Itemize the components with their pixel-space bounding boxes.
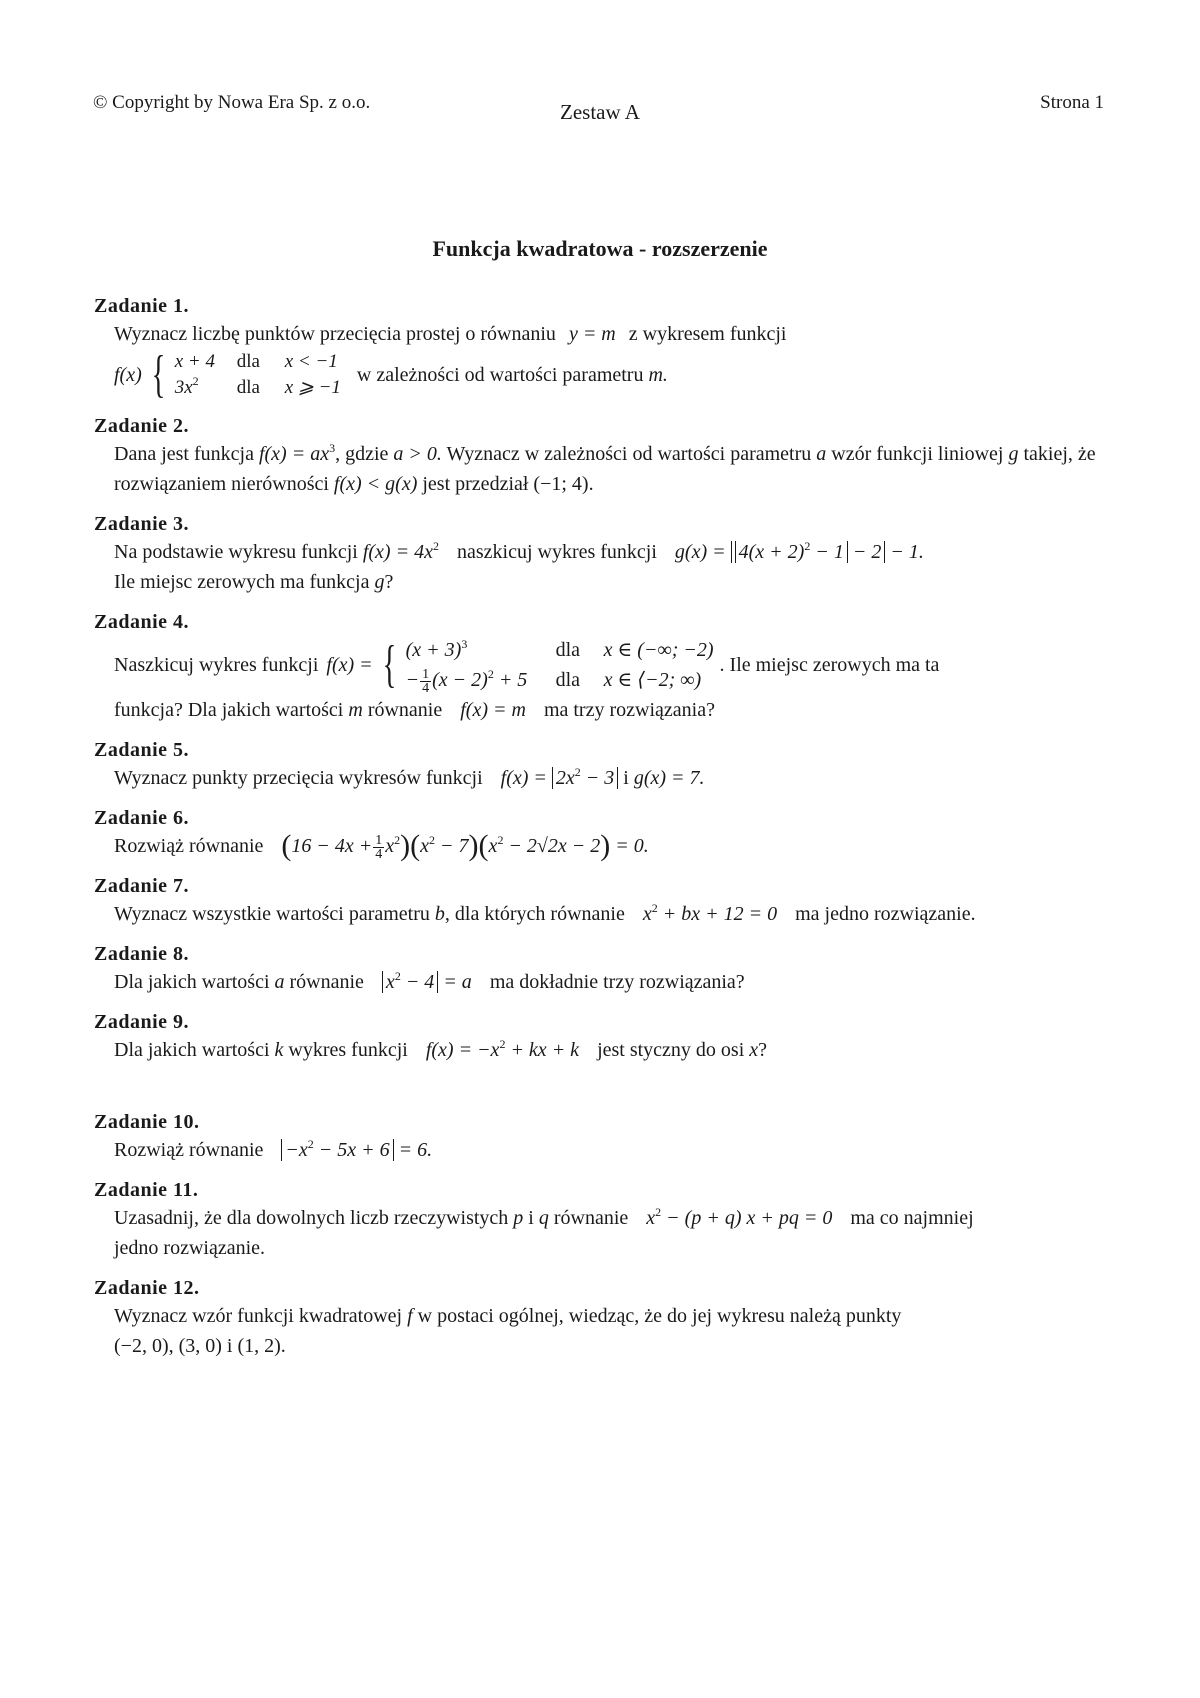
math: −x: [285, 1139, 308, 1161]
exponent: 3: [329, 441, 336, 455]
exponent: 3: [461, 637, 468, 651]
task-body: [114, 439, 1114, 499]
task-4: [94, 609, 1114, 725]
math: x: [749, 1039, 759, 1061]
set-name: Zestaw A: [560, 100, 640, 124]
text: , dla których równanie: [444, 903, 625, 925]
abs-value: [382, 971, 438, 993]
math: − (p + q) x + pq = 0: [661, 1207, 833, 1229]
text: w zależności od wartości parametru: [356, 364, 644, 386]
task-body: [114, 537, 1114, 597]
task-heading: Zadanie 3.: [94, 513, 190, 535]
text: w postaci ogólnej, wiedząc, że do jej wykresu należą punkty: [417, 1305, 902, 1327]
math: g: [1008, 443, 1019, 465]
exponent: 2: [804, 539, 811, 553]
text: Wyznacz wzór funkcji kwadratowej: [114, 1305, 403, 1327]
math: f(x) = m: [460, 699, 526, 721]
math: x ∈ ⟨−2; ∞): [603, 669, 702, 691]
text: funkcja? Dla jakich wartości: [114, 699, 344, 721]
task-body: [114, 899, 1114, 929]
task-body: [114, 763, 1114, 793]
task-10: [94, 1109, 1114, 1165]
paren-open: (: [410, 829, 421, 862]
math: f(x) = 4x: [362, 541, 433, 563]
exponent: 2: [429, 833, 436, 847]
brace-symbol: {: [382, 636, 396, 693]
task-list: [94, 293, 1114, 1373]
exponent: 2: [499, 1037, 506, 1051]
math: − 1.: [885, 541, 924, 563]
math: f(x) =: [326, 654, 373, 676]
exponent: 2: [307, 1137, 314, 1151]
text: ma jedno rozwiązanie.: [795, 903, 976, 925]
text: jedno rozwiązanie.: [114, 1237, 266, 1259]
text: ?: [758, 1039, 768, 1061]
text: Wyznacz punkty przecięcia wykresów funkcji: [114, 767, 483, 789]
text: (−2, 0), (3, 0) i (1, 2).: [114, 1335, 286, 1357]
math: − 5x + 6: [313, 1139, 390, 1161]
task-body: [114, 1203, 1114, 1263]
abs-outer: [731, 541, 886, 563]
task-body: [114, 635, 1114, 725]
math: + kx + k: [505, 1039, 580, 1061]
task-heading: Zadanie 4.: [94, 611, 190, 633]
text: wzór funkcji liniowej: [831, 443, 1004, 465]
text: ma co najmniej: [850, 1207, 974, 1229]
task-heading: Zadanie 12.: [94, 1277, 200, 1299]
text: ma trzy rozwiązania?: [543, 699, 715, 721]
task-8: [94, 941, 1114, 997]
math: x: [642, 903, 652, 925]
abs-inner: [735, 541, 848, 563]
text: Ile miejsc zerowych ma funkcja: [114, 571, 370, 593]
math: f(x) < g(x): [333, 473, 418, 495]
math: a: [816, 443, 827, 465]
task-1: [94, 293, 1114, 401]
math: + bx + 12 = 0: [657, 903, 778, 925]
math: f(x) =: [500, 767, 547, 789]
abs-value: [552, 767, 618, 789]
task-heading: Zadanie 2.: [94, 415, 190, 437]
math: −: [405, 669, 420, 691]
math: 2x: [555, 767, 575, 789]
paren-close: ): [600, 829, 611, 862]
text: Na podstawie wykresu funkcji: [114, 541, 358, 563]
task-heading: Zadanie 5.: [94, 739, 190, 761]
task-heading: Zadanie 9.: [94, 1011, 190, 1033]
math: k: [274, 1039, 284, 1061]
math: q: [538, 1207, 549, 1229]
text: z wykresem funkcji: [628, 323, 787, 345]
text: , gdzie: [335, 443, 389, 465]
fraction: [420, 668, 431, 695]
task-body: [114, 1301, 1114, 1361]
text: Rozwiąż równanie: [114, 1139, 264, 1161]
page-title: Funkcja kwadratowa - rozszerzenie: [432, 236, 768, 261]
piecewise-function: [114, 635, 939, 695]
task-heading: Zadanie 1.: [94, 295, 190, 317]
text: dla: [555, 639, 581, 661]
task-7: [94, 873, 1114, 929]
paren-close: ): [468, 829, 479, 862]
math: y = m: [568, 323, 616, 345]
math: p: [513, 1207, 524, 1229]
brace-symbol: {: [151, 346, 166, 403]
task-6: [94, 805, 1114, 861]
text: i: [528, 1207, 534, 1229]
math: − 1: [810, 541, 844, 563]
math: − 3: [580, 767, 615, 789]
abs-value: [281, 1139, 393, 1161]
task-body: [114, 831, 1114, 861]
task-body: [114, 967, 1114, 997]
task-5: [94, 737, 1114, 793]
page-number: Strona 1: [1040, 92, 1104, 113]
math: g(x) =: [674, 541, 726, 563]
math: (x + 3): [405, 639, 462, 661]
exponent: 2: [394, 969, 401, 983]
math: f(x) = ax: [258, 443, 330, 465]
text: . Ile miejsc zerowych ma ta: [719, 654, 940, 676]
text: równanie: [289, 971, 364, 993]
text: jest przedział (−1; 4).: [422, 473, 594, 495]
numerator: 1: [422, 666, 430, 682]
math: g(x) = 7.: [633, 767, 705, 789]
math: 3x: [174, 377, 193, 398]
task-11: [94, 1177, 1114, 1263]
math: − 7: [435, 835, 469, 857]
exponent: 2: [651, 901, 658, 915]
math: x: [646, 1207, 656, 1229]
task-2: [94, 413, 1114, 499]
paren-open: (: [281, 829, 292, 862]
denominator: 4: [375, 846, 383, 862]
task-body: [114, 319, 1114, 401]
text: dla: [555, 669, 581, 691]
text: równanie: [367, 699, 443, 721]
fraction: [373, 834, 384, 861]
math: g: [374, 571, 385, 593]
copyright-notice: © Copyright by Nowa Era Sp. z o.o.: [93, 92, 371, 113]
task-heading: Zadanie 11.: [94, 1179, 199, 1201]
exponent: 2: [394, 833, 401, 847]
text: Rozwiąż równanie: [114, 835, 264, 857]
math: (x − 2): [432, 669, 488, 691]
text: jest styczny do osi: [597, 1039, 745, 1061]
math: f: [407, 1305, 413, 1327]
task-heading: Zadanie 6.: [94, 807, 190, 829]
task-3: [94, 511, 1114, 597]
task-heading: Zadanie 8.: [94, 943, 190, 965]
numerator: 1: [375, 832, 383, 848]
text: dla: [236, 351, 260, 372]
math: = 6.: [393, 1139, 433, 1161]
math: − 2: [847, 541, 882, 563]
math: m.: [648, 364, 668, 386]
math: b: [434, 903, 445, 925]
math: x ∈ (−∞; −2): [603, 639, 714, 661]
math: + 5: [493, 669, 528, 691]
text: ma dokładnie trzy rozwiązania?: [489, 971, 745, 993]
paren-close: ): [400, 829, 411, 862]
math: f(x): [114, 364, 142, 386]
task-body: [114, 1135, 1114, 1165]
text: i: [623, 767, 629, 789]
math: 4(x + 2): [738, 541, 805, 563]
piecewise-function: [114, 346, 668, 403]
text: Uzasadnij, że dla dowolnych liczb rzeczywistych: [114, 1207, 509, 1229]
text: Wyznacz wszystkie wartości parametru: [114, 903, 430, 925]
exponent: 2: [487, 667, 494, 681]
math: x ⩾ −1: [284, 377, 341, 398]
task-body: [114, 1035, 1114, 1065]
math: m: [348, 699, 363, 721]
math: − 4: [400, 971, 435, 993]
text: naszkicuj wykres funkcji: [456, 541, 657, 563]
task-12: [94, 1275, 1114, 1361]
math: x: [385, 835, 395, 857]
math: x < −1: [284, 351, 338, 372]
exponent: 2: [574, 765, 581, 779]
task-9: [94, 1009, 1114, 1065]
math: − 2√2x − 2: [503, 835, 601, 857]
math: x: [488, 835, 498, 857]
exponent: 2: [655, 1205, 662, 1219]
text: Dla jakich wartości: [114, 1039, 270, 1061]
task-heading: Zadanie 7.: [94, 875, 190, 897]
text: dla: [236, 377, 260, 398]
math: = 0.: [610, 835, 649, 857]
exponent: 2: [432, 539, 439, 553]
paren-open: (: [478, 829, 489, 862]
text: Wyznacz liczbę punktów przecięcia prostej o równaniu: [114, 323, 556, 345]
task-heading: Zadanie 10.: [94, 1111, 200, 1133]
text: takiej, że rozwiązaniem nierówności: [114, 443, 1096, 495]
math: f(x) = −x: [425, 1039, 500, 1061]
math: x: [420, 835, 430, 857]
text: wykres funkcji: [288, 1039, 408, 1061]
math: 16 − 4x +: [291, 835, 373, 857]
math: = a: [438, 971, 472, 993]
math: a: [274, 971, 285, 993]
denominator: 4: [422, 680, 430, 696]
math: a > 0.: [393, 443, 442, 465]
text: Dana jest funkcja: [114, 443, 254, 465]
exponent: 2: [497, 833, 504, 847]
math: x + 4: [174, 351, 215, 372]
text: Wyznacz w zależności od wartości parametru: [446, 443, 812, 465]
text: równanie: [553, 1207, 629, 1229]
text: Dla jakich wartości: [114, 971, 270, 993]
text: Naszkicuj wykres funkcji: [114, 654, 319, 676]
math: x: [385, 971, 395, 993]
text: ?: [384, 571, 394, 593]
exponent: 2: [192, 374, 199, 388]
